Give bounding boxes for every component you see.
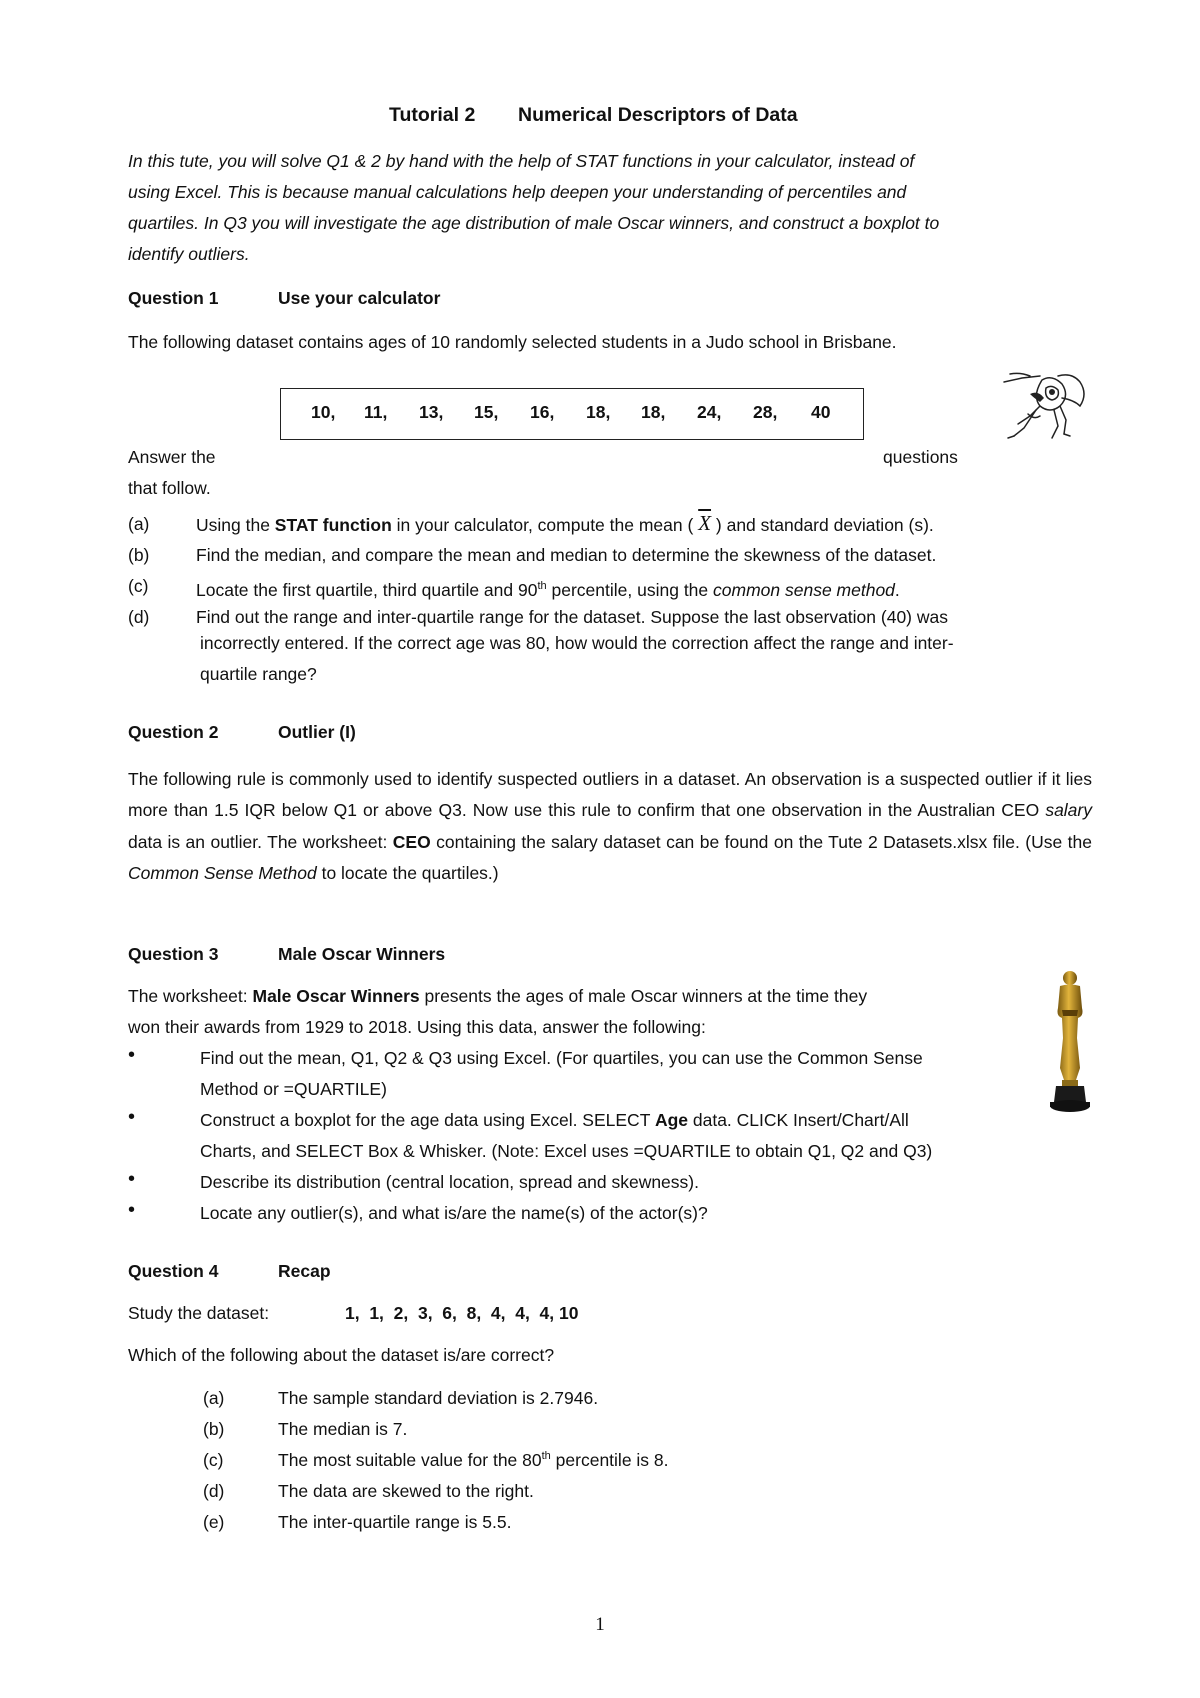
- para-text: data. CLICK Insert/Chart/All: [688, 1110, 909, 1130]
- intro-line-4: identify outliers.: [128, 244, 250, 264]
- bullet-icon: •: [128, 1106, 136, 1128]
- dataset-value: 28,: [753, 402, 778, 422]
- title-topic: Numerical Descriptors of Data: [518, 104, 798, 126]
- bullet-icon: •: [128, 1199, 136, 1221]
- option-marker: (a): [203, 1388, 225, 1408]
- para-italic: salary: [1045, 800, 1092, 821]
- question-2-heading: [128, 722, 356, 743]
- question-4-title: Recap: [278, 1261, 331, 1281]
- para-bold: CEO: [392, 831, 431, 852]
- option-text: The inter-quartile range is 5.5.: [278, 1512, 512, 1532]
- item-marker: (d): [128, 607, 150, 627]
- dataset-value: 16,: [530, 402, 555, 422]
- item-text: .: [894, 580, 900, 600]
- q3-bullet-2-line-2: Charts, and SELECT Box & Whisker. (Note: Excel uses =QUARTILE to obtain Q1, Q2 and Q3): [200, 1141, 933, 1161]
- item-marker: (a): [128, 514, 150, 534]
- q3-bullet-3: Describe its distribution (central location, spread and skewness).: [200, 1172, 699, 1192]
- item-text: Locate the first quartile, third quartile and 90: [196, 580, 538, 600]
- dataset-value: 10,: [311, 402, 336, 422]
- intro-line-1: In this tute, you will solve Q1 & 2 by hand with the help of STAT functions in your calculator, instead of: [128, 151, 915, 171]
- q3-bullet-4: Locate any outlier(s), and what is/are the name(s) of the actor(s)?: [200, 1203, 708, 1223]
- para-italic: Common Sense Method: [128, 863, 317, 884]
- dataset-value: 40: [811, 402, 831, 422]
- para-text: to locate the quartiles.): [316, 863, 499, 884]
- item-marker: (c): [128, 576, 149, 596]
- item-text: Find the median, and compare the mean and median to determine the skewness of the dataset.: [196, 545, 937, 565]
- option-marker: (c): [203, 1450, 224, 1470]
- option-text: The sample standard deviation is 2.7946.: [278, 1388, 599, 1408]
- para-text: The following rule is commonly used to identify suspected outliers in a dataset. An observation is a suspected outlier if it lies more than 1.5 IQR below Q1 or above Q3. Now use this rule to confirm that one observation in the Australian CEO: [128, 769, 1092, 821]
- dataset-value: 18,: [641, 402, 666, 422]
- page-number: 1: [595, 1614, 605, 1635]
- item-text: percentile, using the: [546, 580, 714, 600]
- question-2-paragraph: [128, 764, 1092, 890]
- option-text: percentile is 8.: [550, 1450, 669, 1470]
- mean-symbol: $\overline{X}$: [698, 511, 712, 535]
- para-text: Construct a boxplot for the age data using Excel. SELECT: [200, 1110, 655, 1130]
- question-4-prompt: Which of the following about the dataset is/are correct?: [128, 1345, 555, 1365]
- item-marker: (b): [128, 545, 150, 565]
- question-1-description: The following dataset contains ages of 10 randomly selected students in a Judo school in Brisbane.: [128, 332, 897, 352]
- q1-item-d-line3: quartile range?: [200, 664, 317, 684]
- question-1-label: Question 1: [128, 288, 219, 308]
- dataset-value: 24,: [697, 402, 722, 422]
- superscript: th: [537, 580, 547, 592]
- dataset-value: 13,: [419, 402, 444, 422]
- q1-item-d-line2: incorrectly entered. If the correct age was 80, how would the correction affect the range and inter-: [200, 633, 954, 653]
- option-marker: (e): [203, 1512, 225, 1532]
- option-marker: (b): [203, 1419, 225, 1439]
- q3-bullet-1-line-1: Find out the mean, Q1, Q2 & Q3 using Excel. (For quartiles, you can use the Common Sense: [200, 1048, 923, 1068]
- item-text: Using the: [196, 515, 275, 535]
- question-4-heading: [128, 1261, 331, 1282]
- question-3-title: Male Oscar Winners: [278, 944, 446, 964]
- dataset-value: 15,: [474, 402, 499, 422]
- answer-text-cont: that follow.: [128, 478, 211, 498]
- item-text: ) and standard deviation (s).: [715, 515, 934, 535]
- q3-bullet-1-line-2: Method or =QUARTILE): [200, 1079, 387, 1099]
- dataset-value: 18,: [586, 402, 611, 422]
- para-bold: Male Oscar Winners: [252, 986, 420, 1006]
- question-1-heading: [128, 288, 440, 309]
- question-3-line-2: won their awards from 1929 to 2018. Using this data, answer the following:: [128, 1017, 706, 1037]
- study-dataset-label: Study the dataset:: [128, 1303, 270, 1323]
- option-text: The median is 7.: [278, 1419, 408, 1439]
- bullet-icon: •: [128, 1168, 136, 1190]
- answer-text-right: questions: [883, 447, 958, 467]
- question-2-title: Outlier (I): [278, 722, 356, 742]
- dataset-value: 11,: [364, 402, 388, 422]
- oscar-statue-illustration: [1040, 968, 1100, 1118]
- answer-text-left: Answer the: [128, 447, 216, 467]
- option-text: The most suitable value for the 80: [278, 1450, 542, 1470]
- intro-line-2: using Excel. This is because manual calculations help deepen your understanding of percentiles and: [128, 182, 907, 202]
- question-1-title: Use your calculator: [278, 288, 441, 308]
- intro-line-3: quartiles. In Q3 you will investigate the age distribution of male Oscar winners, and construct a boxplot to: [128, 213, 940, 233]
- option-text: The data are skewed to the right.: [278, 1481, 534, 1501]
- para-text: The worksheet:: [128, 986, 253, 1006]
- option-marker: (d): [203, 1481, 225, 1501]
- para-text: containing the salary dataset can be found on the Tute 2 Datasets.xlsx file. (Use the: [430, 831, 1093, 852]
- bullet-icon: •: [128, 1044, 136, 1066]
- item-italic: common sense method: [713, 580, 895, 600]
- question-3-label: Question 3: [128, 944, 219, 964]
- item-bold: STAT function: [274, 515, 392, 535]
- study-dataset-values: 1, 1, 2, 3, 6, 8, 4, 4, 4, 10: [345, 1303, 579, 1323]
- dataset-box: [280, 388, 864, 440]
- title-tutorial: Tutorial 2: [389, 104, 476, 126]
- question-3-heading: [128, 944, 445, 965]
- item-text: Find out the range and inter-quartile range for the dataset. Suppose the last observation (40) was: [196, 607, 948, 627]
- q3-bullet-2-line-1: [200, 1110, 909, 1131]
- para-bold: Age: [654, 1110, 688, 1130]
- superscript: th: [541, 1450, 551, 1462]
- para-text: presents the ages of male Oscar winners at the time they: [419, 986, 868, 1006]
- question-4-label: Question 4: [128, 1261, 219, 1281]
- para-text: data is an outlier. The worksheet:: [128, 831, 393, 852]
- item-text: in your calculator, compute the mean (: [391, 515, 694, 535]
- judo-illustration: [1000, 370, 1090, 442]
- question-3-line-1: [128, 986, 867, 1007]
- question-2-label: Question 2: [128, 722, 219, 742]
